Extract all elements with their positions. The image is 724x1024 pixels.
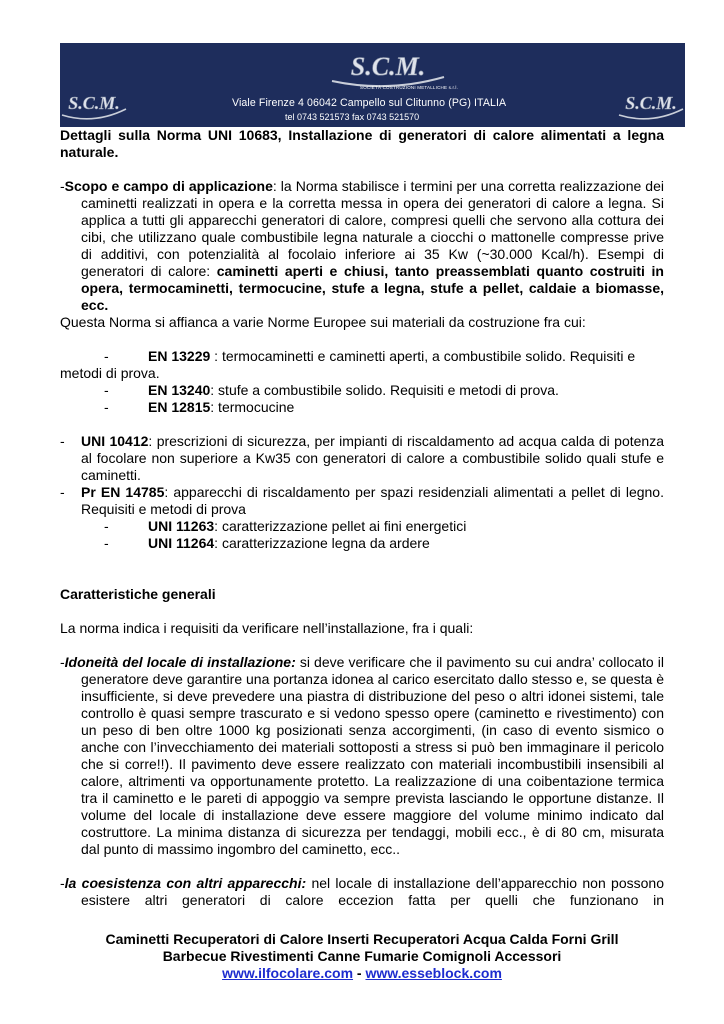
uni-10412-item: - UNI 10412: prescrizioni di sicurezza, per impianti di riscaldamento ad acqua calda di potenza al focolare non superiore a Kw35 con generatori di calore a combustibile solido quali stufe e caminetti.	[60, 433, 664, 483]
scopo-paragraph: -Scopo e campo di applicazione: la Norma stabilisce i termini per una corretta realizzazione dei caminetti realizzati in opera e la corretta messa in opera dei generatori di calore a legna. Si applica a tutti gli apparecchi generatori di calore, compresi quelli che servono alla cottura dei cibi, che utilizzano quale combustibile legna naturale a ciocchi o mattonelle compresse prive di additivi, con potenzialità al focolaio inferiore ai 35 Kw (~30.000 Kcal/h). Esempi di generatori di calore: caminetti aperti e chiusi, tanto preassemblati quanto costruiti in opera, termocaminetti, termocucine, stufe a legna, stufe a pellet, caldaie a biomasse, ecc.	[60, 178, 664, 313]
footer-line-1: Caminetti Recuperatori di Calore Inserti Recuperatori Acqua Calda Forni Grill	[105, 931, 619, 947]
idoneita-text: si deve verificare che il pavimento su cui andra’ collocato il generatore deve garantire una portanza idonea al carico esercitato dallo stesso e, se questa è insufficiente, si deve prevedere una piastra di distribuzione del peso o altri idonei sistemi, tale controllo è quasi sempre trascurato e si vedono spesso opere (caminetto e rivestimento) con un peso di ben oltre 1000 kg posizionati senza accorgimenti, (in caso di evento sismico o anche con l’invecchiamento dei materiali sottoposti a stress si può ben immaginare il pericolo che si corre!!). Il pavimento deve essere realizzato con materiali incombustibili insensibili al calore, altrimenti va opportunamente protetto. La realizzazione di una coibentazione termica tra il caminetto e le pareti di appoggio va sempre prevista lasciando le opportune distanze. Il volume del locale di installazione deve essere maggiore del volume minimo indicato dal costruttore. La minima distanza di sicurezza per tendaggi, mobili ecc., è di 80 cm, misurata dal punto di massimo ingombro del caminetto, ecc..	[81, 654, 664, 857]
coesistenza-label: la coesistenza con altri apparecchi:	[64, 875, 307, 891]
document-body	[60, 127, 664, 909]
en-norm-item: - EN 13229 : termocaminetti e caminetti aperti, a combustibile solido. Requisiti e	[104, 348, 636, 364]
uni-sub-desc: : caratterizzazione legna da ardere	[214, 535, 430, 551]
header-banner	[60, 43, 685, 127]
company-tagline: SOCIETÀ COSTRUZIONI METALLICHE s.r.l.	[360, 85, 459, 90]
pr-en-code: Pr EN 14785	[81, 484, 165, 500]
pr-en-14785-item: - Pr EN 14785: apparecchi di riscaldamento per spazi residenziali alimentati a pellet di legno. Requisiti e metodi di prova	[60, 484, 664, 517]
link-ilfocolare[interactable]: www.ilfocolare.com	[222, 965, 354, 981]
uni-sub-item: - UNI 11263: caratterizzazione pellet ai fini energetici	[104, 518, 467, 534]
scopo-text: : la Norma stabilisce i termini per una corretta realizzazione dei caminetti realizzati in opera e la corretta messa in opera dei generatori di calore a legna. Si applica a tutti gli apparecchi generatori di calore, compresi quelli che servono alla cottura dei cibi, che utilizzano quale combustibile legna naturale a ciocchi o mattonelle compresse prive di additivi, con potenzialità al focolaio inferiore ai 35 Kw (~30.000 Kcal/h). Esempi di generatori di calore:	[81, 178, 664, 279]
scopo-label: Scopo e campo di applicazione	[64, 178, 273, 194]
coesistenza-text: nel locale di installazione dell’apparecchio non possono esistere altri generatori di calore eccezion fatta per quelli che funzionano in	[81, 875, 664, 908]
logo-text: S.C.M.	[350, 52, 426, 81]
scm-logo-center	[328, 47, 448, 89]
en-norm-item: - EN 13240: stufe a combustibile solido. Requisiti e metodi di prova.	[104, 382, 559, 398]
norme-intro: Questa Norma si affianca a varie Norme Europee sui materiali da costruzione fra cui:	[60, 314, 586, 330]
link-esseblock[interactable]: www.esseblock.com	[365, 965, 502, 981]
uni-code: UNI 10412	[81, 433, 149, 449]
en-norm-desc: : stufe a combustibile solido. Requisiti e metodi di prova.	[210, 382, 559, 398]
company-address: Viale Firenze 4 06042 Campello sul Clitunno (PG) ITALIA	[232, 97, 507, 109]
idoneita-paragraph: -Idoneità del locale di installazione: si deve verificare che il pavimento su cui andra’ collocato il generatore deve garantire una portanza idonea al carico esercitato dallo stesso e, se questa è insufficiente, si deve prevedere una piastra di distribuzione del peso o altri idonei sistemi, tale controllo è quasi sempre trascurato e si vedono spesso opere (caminetto e rivestimento) con un peso di ben oltre 1000 kg posizionati senza accorgimenti, (in caso di evento sismico o anche con l’invecchiamento dei materiali sottoposti a stress si può ben immaginare il pericolo che si corre!!). Il pavimento deve essere realizzato con materiali incombustibili insensibili al calore, altrimenti va opportunamente protetto. La realizzazione di una coibentazione termica tra il caminetto e le pareti di appoggio va sempre prevista lasciando le opportune distanze. Il volume del locale di installazione deve essere maggiore del volume minimo indicato dal costruttore. La minima distanza di sicurezza per tendaggi, mobili ecc., è di 80 cm, misurata dal punto di massimo ingombro del caminetto, ecc..	[60, 654, 664, 857]
coesistenza-paragraph: -la coesistenza con altri apparecchi: nel locale di installazione dell’apparecchio non possono esistere altri generatori di calore eccezion fatta per quelli che funzionano in	[60, 875, 664, 908]
logo-text: S.C.M.	[625, 93, 677, 113]
footer-line-2: Barbecue Rivestimenti Canne Fumarie Comignoli Accessori	[162, 948, 562, 964]
pr-en-desc: : apparecchi di riscaldamento per spazi residenziali alimentati a pellet di legno. Requisiti e metodi di prova	[81, 484, 664, 517]
uni-sub-code: UNI 11263	[148, 518, 215, 534]
logo-text: S.C.M.	[68, 93, 120, 113]
scm-logo-left	[60, 87, 128, 123]
uni-sub-code: UNI 11264	[148, 535, 215, 551]
en-norm-code: EN 13240	[148, 382, 211, 398]
en-norm-item: - EN 12815: termocucine	[104, 399, 295, 415]
caratteristiche-heading: Caratteristiche generali	[60, 586, 216, 602]
page-footer	[60, 931, 664, 982]
uni-desc: : prescrizioni di sicurezza, per impianti di riscaldamento ad acqua calda di potenza al focolare non superiore a Kw35 con generatori di calore a combustibile solido quali stufe e caminetti.	[81, 433, 664, 483]
footer-links	[60, 965, 664, 982]
en-norm-desc: : termocaminetti e caminetti aperti, a combustibile solido. Requisiti e	[210, 348, 636, 364]
scopo-examples: caminetti aperti e chiusi, tanto preassemblati quanto costruiti in opera, termocaminetti, termocucine, stufe a legna, stufe a pellet, caldaie a biomasse, ecc.	[81, 263, 664, 313]
requisiti-intro: La norma indica i requisiti da verificare nell’installazione, fra i quali:	[60, 620, 474, 636]
uni-sub-item: - UNI 11264: caratterizzazione legna da ardere	[104, 535, 430, 551]
scm-logo-right	[617, 87, 685, 123]
en-norm-code: EN 12815	[148, 399, 211, 415]
en-norm-code: EN 13229	[148, 348, 211, 364]
uni-sub-desc: : caratterizzazione pellet ai fini energetici	[214, 518, 467, 534]
document-title: Dettagli sulla Norma UNI 10683, Installazione di generatori di calore alimentati a legna naturale.	[60, 127, 664, 160]
en-norm-desc: : termocucine	[210, 399, 295, 415]
en-norm-continuation: metodi di prova.	[60, 365, 160, 381]
idoneita-label: Idoneità del locale di installazione:	[64, 654, 296, 670]
footer-separator: -	[353, 965, 366, 981]
company-phone: tel 0743 521573 fax 0743 521570	[285, 112, 420, 122]
